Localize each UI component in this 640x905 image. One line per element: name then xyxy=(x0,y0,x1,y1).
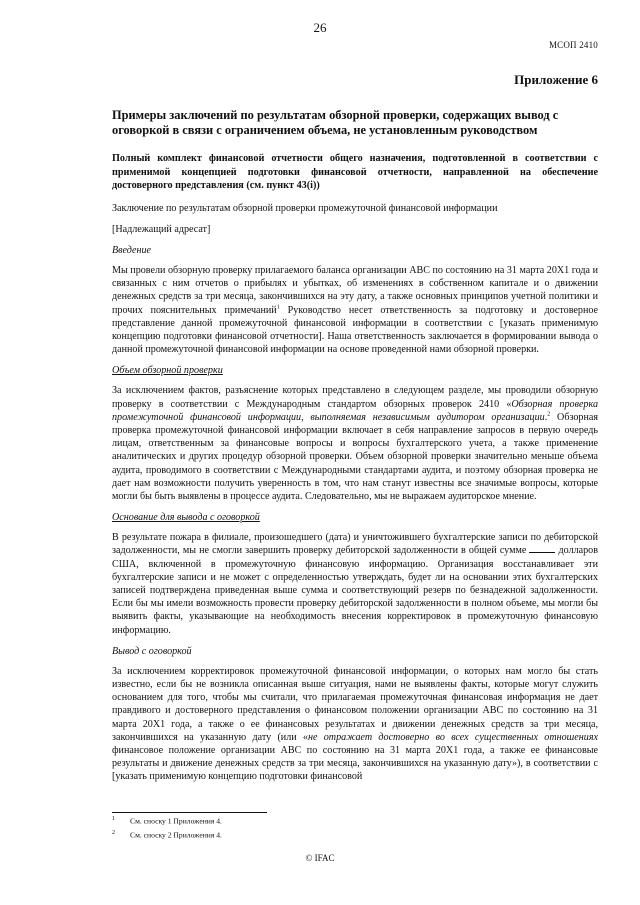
footnote-1: 1 См. сноску 1 Приложения 4. xyxy=(112,816,222,826)
amount-blank xyxy=(529,544,555,553)
section-heading-basis: Основание для вывода с оговоркой xyxy=(112,512,260,524)
paragraph-scope: За исключением фактов, разъяснение которых представлено в следующем разделе, мы проводили обзорную проверку в соответствии с Международным стандартом обзорных проверок 2410 «Обзорная проверка промежуточной финансовой информации, выполняемая независимым аудитором организации.$^2$ Обзорная проверка промежуточной финансовой информации включает в себя направление запросов в первую очередь лицам, ответственным за финансовые вопросы и вопросы бухгалтерского учета, а также применение аналитических и других процедур обзорной проверки. Объем обзорной проверки значительно меньше объема аудита, проводимого в соответствии с Международными стандартами аудита, и поэтому обзорная проверка не дает нам возможности получить уверенность в том, что нам станут известны все значимые вопросы, которые могли бы быть выявлены в процессе аудита. Следовательно, мы не выражаем аудиторское мнение. xyxy=(112,385,598,502)
document-subtitle: Полный комплект финансовой отчетности общего назначения, подготовленной в соответствии с применимой концепцией подготовки финансовой отчетности, направленной на обеспечение достоверного представления (см. пункт 43(i)) xyxy=(112,153,598,191)
document-title: Примеры заключений по результатам обзорной проверки, содержащих вывод с оговоркой в связи с ограничением объема, не установленным руководством xyxy=(112,108,559,137)
footnote-ref-2: 2 xyxy=(547,411,551,418)
footnote-ref-1: 1 xyxy=(276,304,280,311)
appendix-label: Приложение 6 xyxy=(514,72,598,87)
paragraph-intro: Мы провели обзорную проверку прилагаемого баланса организации АВС по состоянию на 31 марта 20X1 года и связанных с ним отчетов о прибылях и убытках, об изменениях в собственном капитале и о движении денежных средств за три месяца, закончившихся на эту дату, а также основных принципов учетной политики и прочих пояснительных примечаний$^1$ Руководство несет ответственность за подготовку и достоверное представление данной промежуточной финансовой информации в соответствии с [указать применимую концепцию подготовки финансовой отчетности]. Наша ответственность заключается в формировании вывода о данной промежуточной финансовой информации на основе проведенной нами обзорной проверки. xyxy=(112,264,598,356)
paragraph-basis: В результате пожара в филиале, произошедшего (дата) и уничтожившего бухгалтерские записи по дебиторской задолженности, мы не смогли завершить проверку дебиторской задолженности в общей сумме долларов США, включенной в промежуточную финансовую информацию. Организация восстанавливает эти бухгалтерские записи и не может с определенностью утверждать, будет ли на основании этих бухгалтерских записей подтверждена приведенная выше сумма и соответствующий резерв по безнадежной задолженности. Если бы мы имели возможность провести проверку дебиторской задолженности в полном объеме, мы могли бы выявить факты, указывающие на необходимость внесения корректировок в промежуточную финансовую информацию. xyxy=(112,532,598,636)
content-column xyxy=(112,108,598,792)
report-title: Заключение по результатам обзорной проверки промежуточной финансовой информации xyxy=(112,202,498,214)
page-number: 26 xyxy=(313,20,327,35)
paragraph-conclusion: За исключением корректировок промежуточной финансовой информации, о которых нам могло бы стать известно, если бы не возникла описанная выше ситуация, нами не выявлены факты, которые могут служить основанием для того, чтобы мы считали, что прилагаемая промежуточная финансовая информация не дает правдивого и достоверного представления о финансовом положении организации АВС по состоянию на 31 марта 20X1 года, а также о ее финансовых результатах и движении денежных средств за три месяца, закончившихся на указанную дату (или «не отражает достоверно во всех существенных отношениях финансовое положение организации АВС по состоянию на 31 марта 20X1 года, а также ее финансовые результаты и движение денежных средств за три месяца, закончившихся на указанную дату»), в соответствии с [указать применимую концепцию подготовки финансовой xyxy=(112,665,598,783)
addressee: [Надлежащий адресат] xyxy=(112,223,211,235)
footnote-divider xyxy=(112,812,267,813)
footnote-2: 2 См. сноску 2 Приложения 4. xyxy=(112,830,222,840)
section-heading-intro: Введение xyxy=(112,244,152,256)
section-heading-conclusion: Вывод с оговоркой xyxy=(112,645,192,657)
section-heading-scope: Объем обзорной проверки xyxy=(112,365,223,377)
document-code: МСОП 2410 xyxy=(548,40,598,50)
footer-copyright: © IFAC xyxy=(305,853,335,863)
